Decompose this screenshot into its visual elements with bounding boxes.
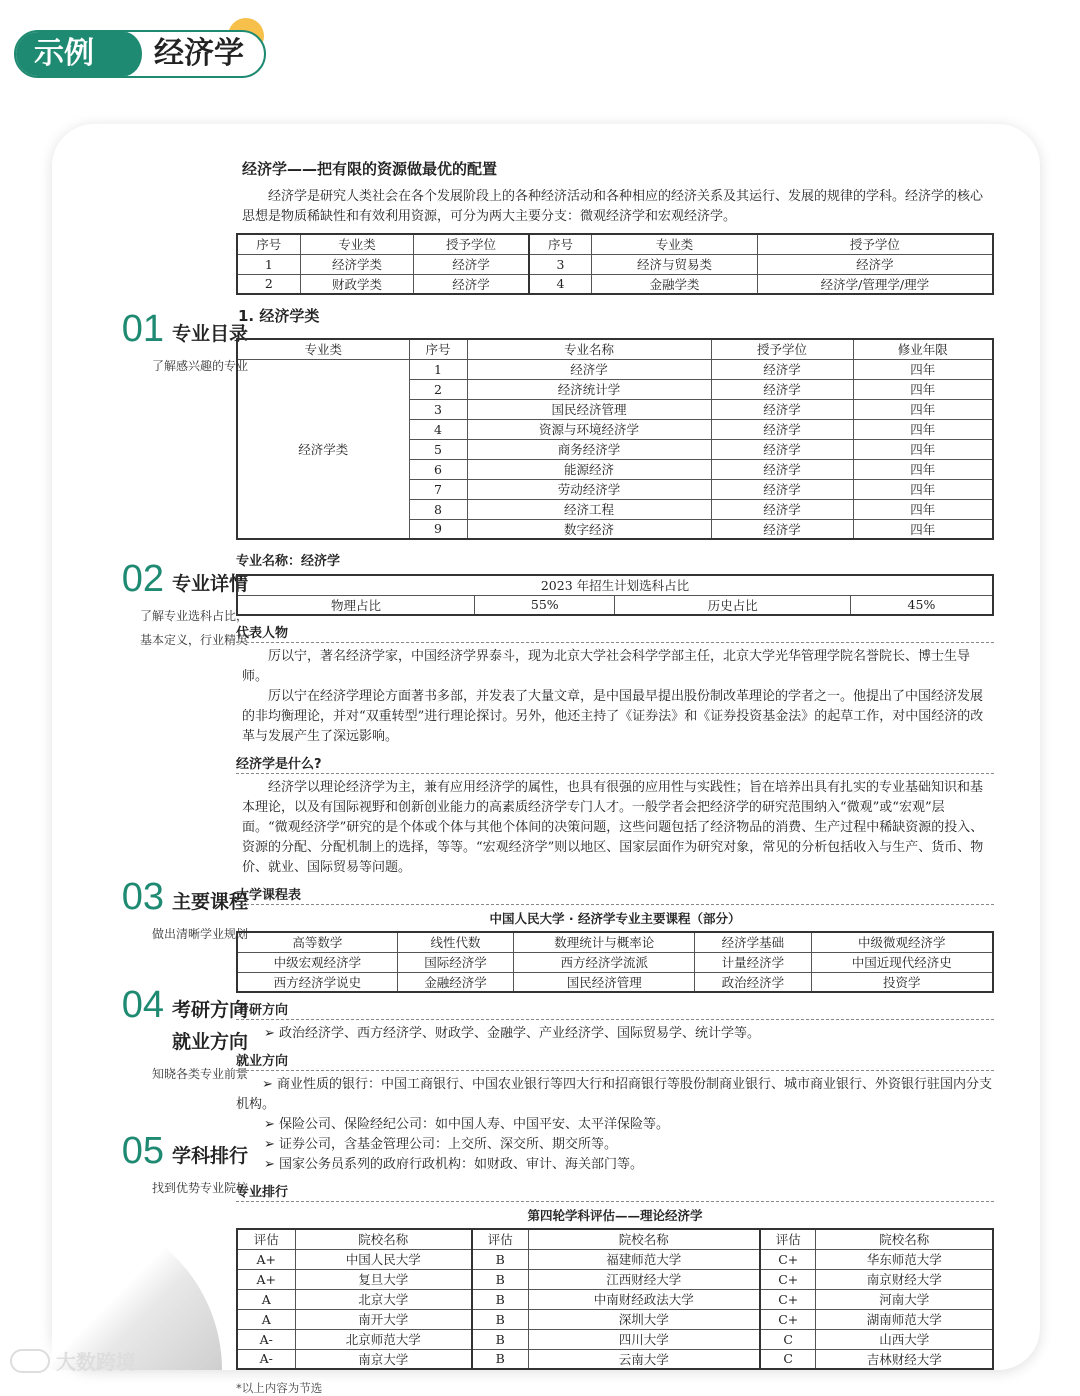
what-heading: 经济学是什么? — [236, 753, 994, 774]
job-item: ➢ 国家公务员系列的政府行政机构：如财政、审计、海关部门等。 — [264, 1157, 644, 1172]
job-item: ➢ 证券公司，含基金管理公司：上交所、深交所、期交所等。 — [264, 1137, 618, 1152]
table-row: 1 经济学类 经济学 3 经济与贸易类 经济学 — [237, 254, 993, 274]
section-01 — [48, 310, 248, 378]
doc-title: 经济学——把有限的资源做最优的配置 — [242, 160, 498, 178]
table-header-row: 专业类 序号 专业名称 授予学位 修业年限 — [237, 339, 993, 359]
table-row: A- 北京师范大学 B 四川大学 C 山西大学 — [237, 1329, 993, 1349]
section-label-2: 就业方向 — [172, 1030, 248, 1056]
section-desc: 做出清晰学业规划 — [151, 927, 248, 941]
section-label: 考研方向 — [172, 998, 248, 1024]
watermark-text: 大数跨境 — [56, 1350, 136, 1374]
header-pill — [14, 30, 266, 78]
table-row: 4 资源与环境经济学 经济学 四年 — [237, 419, 993, 439]
header-tag: 示例 — [16, 32, 128, 76]
course-caption: 中国人民大学 · 经济学专业主要课程（部分） — [489, 911, 741, 926]
table-row: A+ 复旦大学 B 江西财经大学 C+ 南京财经大学 — [237, 1269, 993, 1289]
excerpt-note: *以上内容为节选 — [236, 1381, 323, 1395]
section-desc: 了解专业选科占比， 基本定义，行业精英 — [139, 609, 248, 647]
table-row: 9 数字经济 经济学 四年 — [237, 519, 993, 539]
people-paragraph-1: 厉以宁，著名经济学家，中国经济学界泰斗，现为北京大学社会科学学部主任，北京大学光华管理学院名誉院长、博士生导师。 — [242, 649, 971, 684]
section-label: 专业目录 — [172, 322, 248, 348]
table-row: A- 南京大学 B 云南大学 C 吉林财经大学 — [237, 1349, 993, 1369]
table-row: 高等数学 线性代数 数理统计与概率论 经济学基础 中级微观经济学 — [237, 932, 993, 952]
people-paragraph-2: 厉以宁在经济学理论方面著书多部，并发表了大量文章，是中国最早提出股份制改革理论的学者之一。他提出了中国经济发展的非均衡理论，并对“双重转型”进行理论探讨。另外，他还主持了《证券法》和《证券投资基金法》的起草工作，对中国经济的改革与发展产生了深远影响。 — [242, 689, 984, 744]
table-row: 西方经济学说史 金融经济学 国民经济管理 政治经济学 投资学 — [237, 972, 993, 992]
header-title: 经济学 — [154, 36, 244, 71]
watermark-logo-icon — [10, 1349, 50, 1373]
course-heading: 大学课程表 — [236, 884, 994, 905]
subject-ratio-table — [236, 574, 994, 616]
grad-heading: 考研方向 — [236, 999, 994, 1020]
rank-table — [236, 1228, 994, 1370]
section-04 — [48, 986, 248, 1086]
watermark — [10, 1346, 136, 1375]
section-desc: 了解感兴趣的专业 — [151, 359, 248, 373]
major-table — [236, 338, 994, 540]
category-table — [236, 233, 994, 295]
grad-text: ➢ 政治经济学、西方经济学、财政学、金融学、产业经济学、国际贸易学、统计学等。 — [264, 1026, 761, 1041]
section-number: 01 — [121, 308, 164, 350]
table-header-row: 评估 院校名称 评估 院校名称 评估 院校名称 — [237, 1229, 993, 1249]
section-number: 02 — [121, 558, 164, 600]
table-row: A+ 中国人民大学 B 福建师范大学 C+ 华东师范大学 — [237, 1249, 993, 1269]
doc-intro: 经济学是研究人类社会在各个发展阶段上的各种经济活动和各种相应的经济关系及其运行、发展的规律的学科。经济学的核心思想是物质稀缺性和有效利用资源，可分为两大主要分支：微观经济学和宏观经济学。 — [242, 189, 984, 224]
table-row: A 南开大学 B 深圳大学 C+ 湖南师范大学 — [237, 1309, 993, 1329]
section-label: 专业详情 — [172, 572, 248, 598]
document-body — [236, 150, 994, 1396]
table-row: 5 商务经济学 经济学 四年 — [237, 439, 993, 459]
course-table — [236, 931, 994, 993]
section-number: 05 — [121, 1130, 164, 1172]
table-row: 中级宏观经济学 国际经济学 西方经济学流派 计量经济学 中国近现代经济史 — [237, 952, 993, 972]
section-desc: 找到优势专业院校 — [151, 1181, 248, 1195]
table-row: 7 劳动经济学 经济学 四年 — [237, 479, 993, 499]
section-label: 学科排行 — [172, 1144, 248, 1170]
section-desc: 知晓各类专业前景 — [151, 1067, 248, 1081]
section-02 — [48, 560, 248, 652]
people-heading: 代表人物 — [236, 622, 994, 643]
section-03 — [48, 878, 248, 946]
subject-ratio-title: 2023 年招生计划选科占比 — [237, 575, 993, 595]
section-number: 04 — [121, 984, 164, 1026]
table-row: 6 能源经济 经济学 四年 — [237, 459, 993, 479]
table-row: 经济学类 1 经济学 经济学 四年 — [237, 359, 993, 379]
table-row: 2 财政学类 经济学 4 金融学类 经济学/管理学/理学 — [237, 274, 993, 294]
section-label: 主要课程 — [172, 890, 248, 916]
table-row: A 北京大学 B 中南财经政法大学 C+ 河南大学 — [237, 1289, 993, 1309]
job-item: ➢ 保险公司、保险经纪公司：如中国人寿、中国平安、太平洋保险等。 — [264, 1117, 670, 1132]
table-row: 3 国民经济管理 经济学 四年 — [237, 399, 993, 419]
major-name-label: 专业名称：经济学 — [236, 554, 341, 569]
table-row: 8 经济工程 经济学 四年 — [237, 499, 993, 519]
rank-caption: 第四轮学科评估——理论经济学 — [527, 1208, 703, 1223]
job-heading: 就业方向 — [236, 1050, 994, 1071]
what-paragraph: 经济学以理论经济学为主，兼有应用经济学的属性，也具有很强的应用性与实践性；旨在培养出具有扎实的专业基础知识和基本理论，以及有国际视野和创新创业能力的高素质经济学专门人才。一般学者会把经济学的研究范围纳入“微观”或“宏观”层面。“微观经济学”研究的是个体或个体与其他个体间的决策问题，这些问题包括了经济物品的消费、生产过程中稀缺资源的投入、资源的分配、分配机制上的选择，等等。“宏观经济学”则以地区、国家层面作为研究对象，常见的分析包括收入与生产、货币、物价、就业、国际贸易等问题。 — [242, 780, 984, 875]
section-05 — [48, 1132, 248, 1200]
table-row: 物理占比 55% 历史占比 45% — [237, 595, 993, 615]
rank-heading: 专业排行 — [236, 1181, 994, 1202]
major-group-cell: 经济学类 — [237, 359, 409, 539]
section1-title: 1. 经济学类 — [238, 307, 320, 325]
job-item: ➢ 商业性质的银行：中国工商银行、中国农业银行等四大行和招商银行等股份制商业银行、城市商业银行、外资银行驻国内分支机构。 — [236, 1077, 993, 1112]
table-header-row: 序号 专业类 授予学位 序号 专业类 授予学位 — [237, 234, 993, 254]
table-row: 2 经济统计学 经济学 四年 — [237, 379, 993, 399]
section-number: 03 — [121, 876, 164, 918]
